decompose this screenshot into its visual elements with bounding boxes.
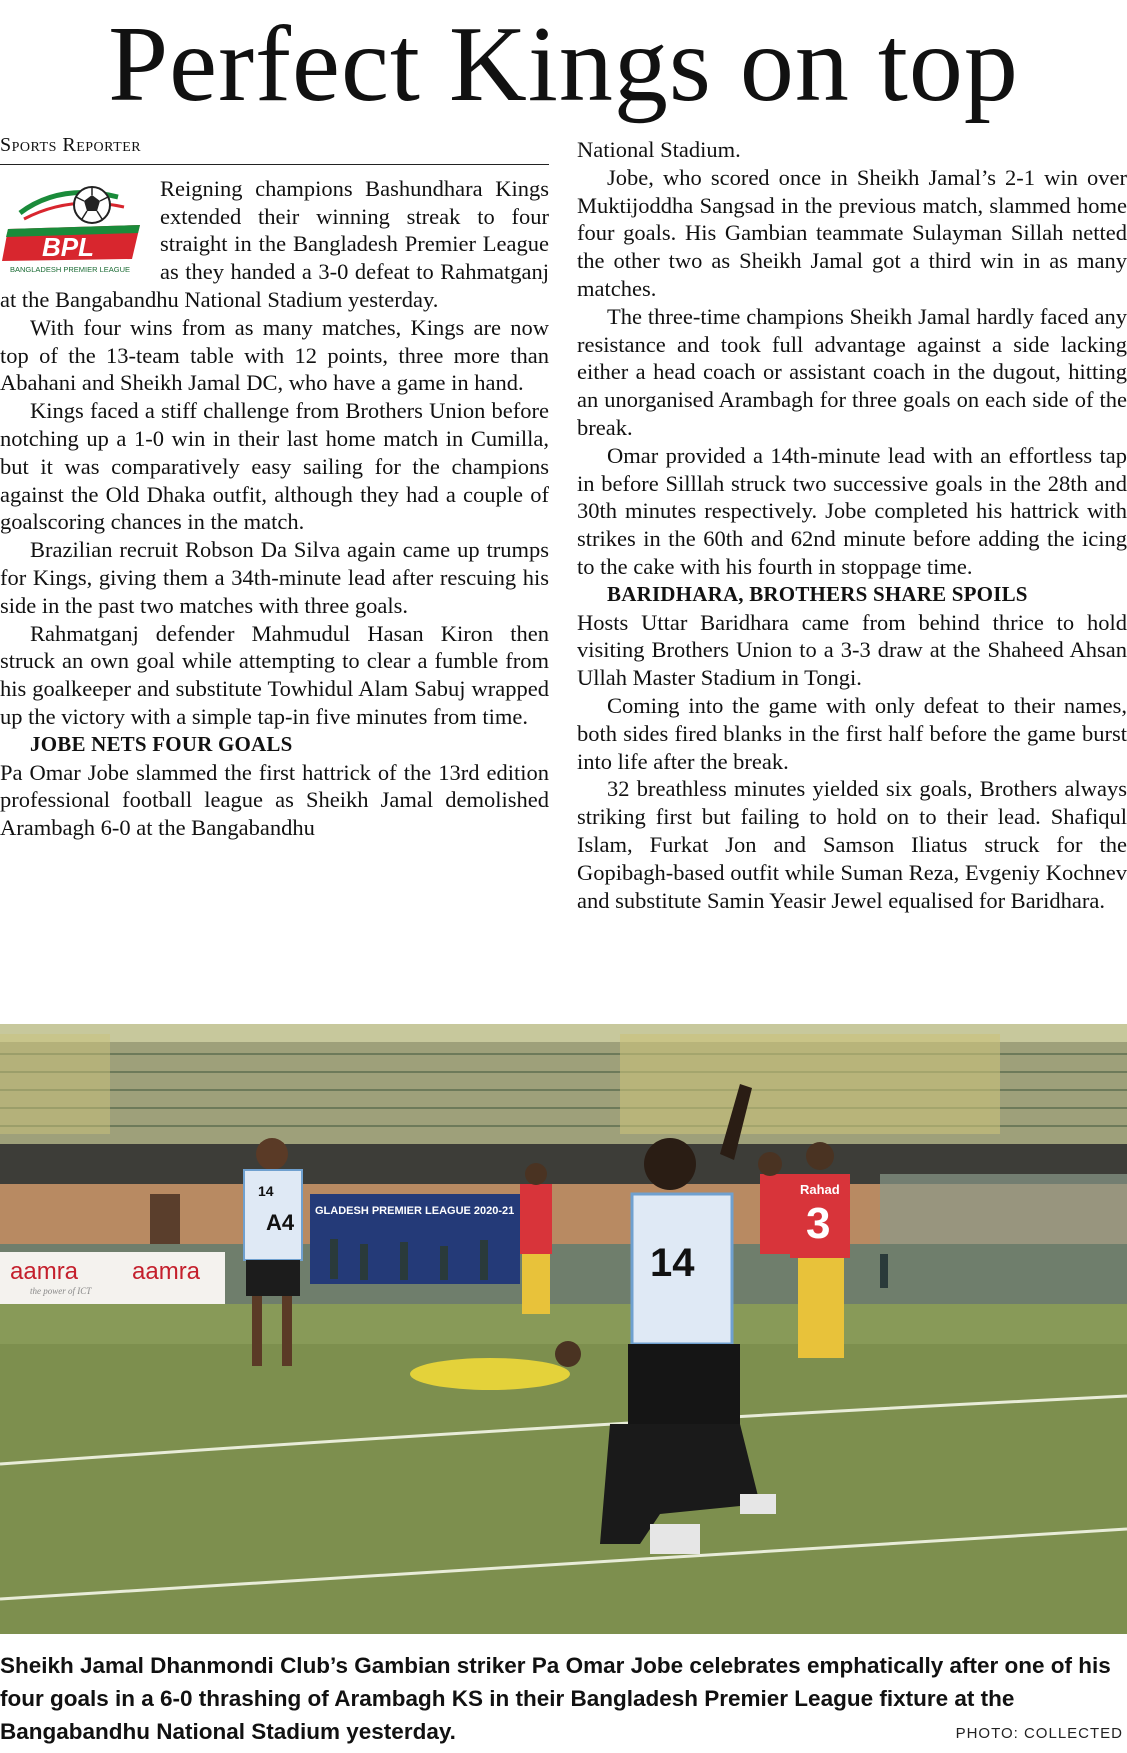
bpl-logo — [0, 175, 148, 275]
right-column — [577, 136, 1127, 914]
left-paragraph-4: Brazilian recruit Robson Da Silva again came up trumps for Kings, giving them a 34th-minute lead after rescuing his side in the past two matches with three goals. — [0, 537, 549, 618]
logo-text: BPL — [42, 231, 94, 262]
headline: Perfect Kings on top — [108, 5, 1019, 124]
right-paragraph-5: Coming into the game with only defeat to their names, both sides fired blanks in the first half before the game burst into life after the break. — [577, 692, 1127, 774]
left-paragraph-5: Rahmatganj defender Mahmudul Hasan Kiron then struck an own goal while attempting to clear a fumble from his goalkeeper and substitute Towhidul Alam Sabuj wrapped up the victory with a simple tap-in five minutes from time. — [0, 620, 549, 729]
match-photo — [0, 1024, 1127, 1634]
player-main-number: 14 — [650, 1241, 695, 1285]
ad-text-2: aamra — [132, 1258, 201, 1285]
byline: Sports Reporter — [0, 132, 549, 165]
left-paragraph-1: Reigning champions Bashundhara Kings extended their winning streak to four straight in the Bangladesh Premier League as they handed a 3-0 defeat to Rahmatganj at the Bangabandhu National Stadium yesterday. — [0, 175, 549, 312]
right-paragraph-1: Jobe, who scored once in Sheikh Jamal’s 2-1 win over Muktijoddha Sangsad in the previous match, slammed home four goals. His Gambian teammate Sulayman Sillah netted the other two as Sheikh Jamal got a third win in as many matches. — [577, 164, 1127, 301]
photo-caption: Sheikh Jamal Dhanmondi Club’s Gambian striker Pa Omar Jobe celebrates emphatically after one of his four goals in a 6-0 thrashing of Arambagh KS in their Bangladesh Premier League fixture at the Bangabandhu National Stadium yesterday. — [0, 1653, 1111, 1744]
left-paragraph-2: With four wins from as many matches, Kings are now top of the 13-team table with 12 points, three more than Abahani and Sheikh Jamal DC, who have a game in hand. — [0, 314, 549, 396]
banner-text: GLADESH PREMIER LEAGUE 2020-21 — [315, 1205, 515, 1217]
photo-credit: PHOTO: COLLECTED — [955, 1725, 1123, 1742]
player-left-number: 14 — [258, 1183, 274, 1199]
football-icon — [74, 187, 110, 223]
right-paragraph-3: Omar provided a 14th-minute lead with an effortless tap in before Silllah struck two successive goals in the 28th and 30th minutes respectively. Jobe completed his hattrick with strikes in the 60th and 62nd minute before adding the icing to the cake with his fourth in stoppage time. — [577, 442, 1127, 579]
right-paragraph-4: Hosts Uttar Baridhara came from behind thrice to hold visiting Brothers Union to a 3-3 draw at the Shaheed Ahsan Ullah Master Stadium in Tongi. — [577, 609, 1127, 691]
ad-sub-1: the power of ICT — [30, 1286, 92, 1296]
right-continuation: National Stadium. — [577, 137, 741, 162]
left-paragraph-3: Kings faced a stiff challenge from Brothers Union before notching up a 1-0 win in their last home match in Cumilla, but it was comparatively easy sailing for the champions against the Old Dhaka outfit, although they had a couple of goalscoring chances in the match. — [0, 398, 549, 535]
ad-text-1: aamra — [10, 1258, 79, 1285]
left-column — [0, 136, 549, 842]
right-paragraph-2: The three-time champions Sheikh Jamal hardly faced any resistance and took full advantage against a side lacking either a head coach or assistant coach in the dugout, hitting an unorganised Arambagh for three goals on each side of the break. — [577, 303, 1127, 440]
player-left-back: A4 — [266, 1210, 295, 1235]
opponent-number: 3 — [806, 1199, 831, 1248]
left-paragraph-6: Pa Omar Jobe slammed the first hattrick of the 13rd edition professional football league as Sheikh Jamal demolished Arambagh 6-0 at the Bangabandhu — [0, 759, 549, 841]
opponent-name: Rahad — [800, 1182, 840, 1197]
right-subhead: BARIDHARA, BROTHERS SHARE SPOILS — [607, 581, 1028, 606]
logo-subtext: BANGLADESH PREMIER LEAGUE — [9, 264, 131, 274]
left-subhead: JOBE NETS FOUR GOALS — [30, 731, 293, 756]
right-paragraph-6: 32 breathless minutes yielded six goals, Brothers always striking first but failing to hold on to their lead. Shafiqul Islam, Furkat Jon and Samson Iliatus struck for the Gopibagh-based outfit while Suman Reza, Evgeniy Kochnev and substitute Samin Yeasir Jewel equalised for Baridhara. — [577, 776, 1127, 913]
